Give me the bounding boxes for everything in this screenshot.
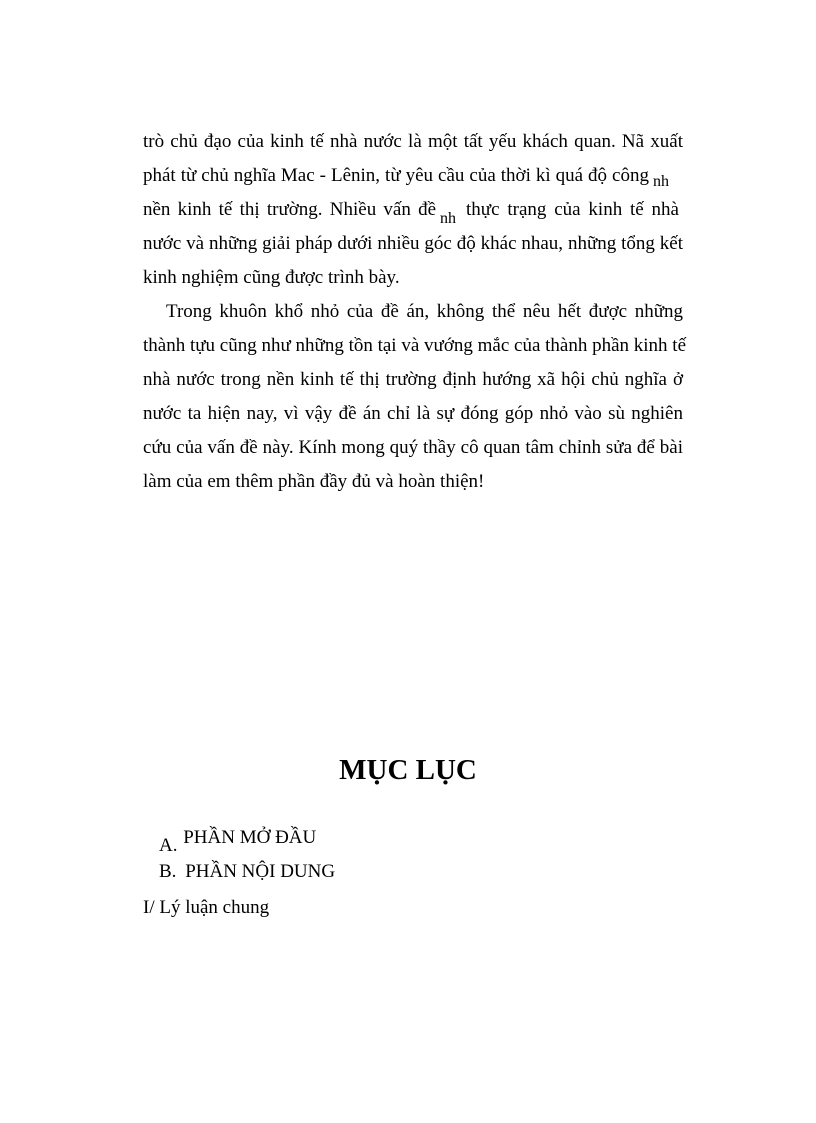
paragraph-line-6 <box>166 300 683 324</box>
toc-item-1-text: I/ Lý luận chung <box>143 897 270 918</box>
toc-item-b-text: PHẦN NỘI DUNG <box>185 861 336 882</box>
toc-item-1 <box>143 896 269 920</box>
paragraph-text: thành tựu cũng như những tồn tại và vướng mắc của thành phần kinh tế <box>143 335 687 356</box>
paragraph-text: trò chủ đạo của kinh tế nhà nước là một tất yếu khách quan. Nã xuất <box>143 131 683 152</box>
toc-item-a <box>159 826 317 856</box>
paragraph-text: làm của em thêm phần đầy đủ và hoàn thiện! <box>143 471 485 492</box>
paragraph-text: nhà nước trong nền kinh tế thị trường định hướng xã hội chủ nghĩa ở <box>143 369 683 390</box>
toc-item-a-letter: A. <box>159 835 178 856</box>
paragraph-line-3 <box>143 198 683 227</box>
toc-item-b-letter: B. <box>159 861 177 882</box>
paragraph-text: nước và những giải pháp dưới nhiều góc độ khác nhau, những tổng kết <box>143 233 683 254</box>
paragraph-line-7 <box>143 334 687 358</box>
paragraph-text: nền kinh tế thị trường. Nhiều vấn đề <box>143 199 436 220</box>
paragraph-line-5 <box>143 266 683 290</box>
toc-item-b <box>159 860 335 884</box>
stray-subscript-text: nh <box>653 173 669 190</box>
stray-subscript-text: nh <box>440 210 456 227</box>
toc-title: MỤC LỤC <box>339 754 477 786</box>
paragraph-text: thực trạng của kinh tế nhà <box>466 199 679 220</box>
paragraph-text: kinh nghiệm cũng được trình bày. <box>143 267 400 288</box>
paragraph-line-1 <box>143 130 683 154</box>
paragraph-text: Trong khuôn khổ nhỏ của đề án, không thể nêu hết được những <box>166 301 683 322</box>
paragraph-line-10 <box>143 436 683 460</box>
paragraph-line-11 <box>143 470 683 494</box>
paragraph-line-4 <box>143 232 683 256</box>
paragraph-line-9 <box>143 402 683 426</box>
paragraph-line-8 <box>143 368 683 392</box>
paragraph-text: nước ta hiện nay, vì vậy đề án chỉ là sự đóng góp nhỏ vào sù nghiên <box>143 403 683 424</box>
paragraph-text: phát từ chủ nghĩa Mac - Lênin, từ yêu cầu của thời kì quá độ công <box>143 165 649 186</box>
paragraph-text: cứu của vấn đề này. Kính mong quý thầy cô quan tâm chỉnh sửa để bài <box>143 437 683 458</box>
toc-item-a-text: PHẦN MỞ ĐẦU <box>183 827 317 848</box>
paragraph-line-2 <box>143 164 703 189</box>
